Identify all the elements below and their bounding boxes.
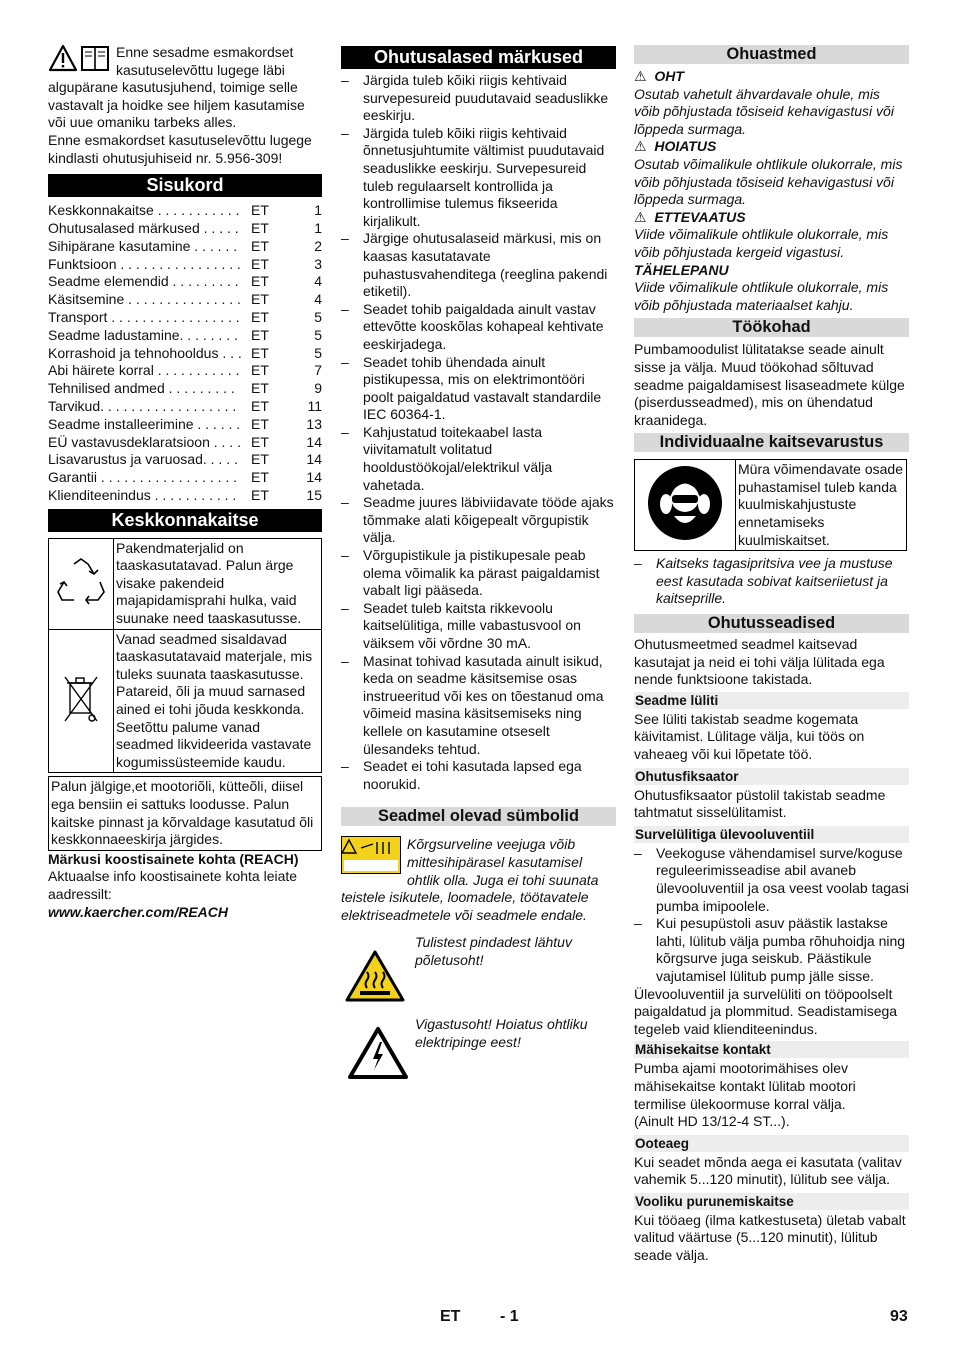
oht-text: Osutab vahetult ähvardavale ohule, mis võib põhjustada tõsiseid kehavigastusi või lõppeda surmaga.: [634, 85, 894, 137]
toc-entry-title: Korrashoid ja tehnohooldus . . .: [48, 344, 242, 361]
reach-heading: Märkusi koostisainete kohta (REACH): [48, 850, 299, 867]
toc-entry-lang: ET: [251, 273, 269, 290]
symbol-hot-surface: [341, 934, 616, 1010]
valve-item: – Kui pesupüstoli asuv päästik lastakse lahti, lülitub välja pumba rõhuhoidja ning kõrgsurve juga seiskub. Päästikule vajutamisel lülitub pump jälle sisse.: [634, 915, 909, 985]
warning-triangle-icon: ⚠: [634, 208, 647, 225]
reach-text: Aktuaalse info koostisainete kohta leiate aadressilt:: [48, 868, 298, 902]
burst-heading: Vooliku purunemiskaitse: [634, 1193, 909, 1210]
toc-entry-page: 5: [314, 326, 322, 343]
toc-row[interactable]: [48, 345, 322, 363]
toc-entry-page: 4: [314, 291, 322, 308]
toc-entry-title: Ohutusalased märkused . . . . .: [48, 219, 239, 236]
toc-row[interactable]: [48, 256, 322, 274]
crossed-bin-icon: [49, 629, 114, 773]
packaging-text: Pakendmaterjalid on taaskasutatavad. Palun ärge visake pakendeid majapidamisprahi hulka, vaid suunake need taaskasutusse.: [114, 538, 322, 629]
toc-row[interactable]: [48, 202, 322, 220]
toc-entry-title: Käsitsemine . . . . . . . . . . . . . . .: [48, 291, 241, 308]
intro-text-2: Enne esmakordset kasutuselevõttu lugege kindlasti ohutusjuhiseid nr. 5.956-309!: [48, 131, 312, 166]
ear-eye-protection-icon: [635, 460, 736, 551]
toc-row[interactable]: [48, 291, 322, 309]
toc-row[interactable]: [48, 380, 322, 398]
safety-list: [341, 72, 616, 793]
toc-entry-lang: ET: [251, 433, 269, 450]
tahelepanu-label: TÄHELEPANU: [634, 261, 729, 278]
toc-entry-title: Garantii . . . . . . . . . . . . . . . . . .: [48, 469, 238, 486]
toc-row[interactable]: [48, 309, 322, 327]
safety-item: – Seadet tohib ühendada ainult pistikupessa, mis on elektrimontööri poolt paigaldatud vastavalt standardile IEC 60364-1.: [341, 354, 616, 424]
toc-entry-title: Seadme ladustamine. . . . . . . .: [48, 326, 238, 343]
ppe-heading: Individuaalne kaitsevarustus: [634, 433, 909, 452]
symbol-high-pressure: [341, 836, 616, 924]
warning-triangle-icon: ⚠: [634, 68, 647, 84]
symbols-heading: Seadmel olevad sümbolid: [341, 807, 616, 826]
environment-table: [48, 538, 322, 774]
workplaces-heading: Töökohad: [634, 318, 909, 337]
toc-entry-title: Seadme elemendid . . . . . . . . .: [48, 273, 239, 290]
toc-entry-lang: ET: [251, 291, 269, 308]
workplaces-text: Pumbamoodulist lülitatakse seade ainult sisse ja välja. Muud töökohad sõltuvad seadme paigaldamisest lisaseadmete külge (piserdusseadmed), mis on ühendatud kraanidega.: [634, 341, 905, 428]
toc-entry-title: Klienditeenindus . . . . . . . . . . .: [48, 486, 237, 503]
toc-row[interactable]: [48, 238, 322, 256]
warning-manual-icons: [48, 44, 116, 78]
toc-entry-lang: ET: [251, 326, 269, 343]
electric-shock-icon: [347, 1026, 409, 1085]
toc-entry-page: 15: [306, 486, 322, 503]
ettevaatus-text: Viide võimalikule ohtlikule olukorrale, mis võib põhjustada kergeid vigastusi.: [634, 226, 889, 260]
toc-entry-title: Funktsioon . . . . . . . . . . . . . . . .: [48, 255, 241, 272]
toc-entry-title: Lisavarustus ja varuosad. . . . .: [48, 451, 238, 468]
toc-entry-title: EÜ vastavusdeklaratsioon . . . .: [48, 433, 241, 450]
hoiatus-label: HOIATUS: [654, 138, 717, 155]
safety-item: – Kahjustatud toitekaabel lasta viivitamatult volitatud hooldustöökojal/elektrikul välja vahetada.: [341, 424, 616, 494]
toc-entry-page: 14: [306, 433, 322, 450]
footer-lang: ET: [440, 1308, 461, 1325]
toc-entry-lang: ET: [251, 469, 269, 486]
standby-heading: Ooteaeg: [634, 1135, 909, 1152]
hot-surface-icon: [345, 950, 405, 1007]
toc-entry-title: Seadme installeerimine . . . . . .: [48, 415, 241, 432]
toc-entry-page: 14: [306, 469, 322, 486]
toc-entry-page: 7: [314, 362, 322, 379]
safety-item: – Seadme juures läbiviidavate tööde ajaks tõmmake alati kõigepealt võrgupistik välja.: [341, 494, 616, 547]
valve-list: [634, 845, 909, 986]
warning-triangle-icon: ⚠: [634, 138, 647, 155]
ettevaatus-label: ETTEVAATUS: [654, 208, 746, 225]
toc-entry-title: Tarvikud. . . . . . . . . . . . . . . . . .: [48, 397, 237, 414]
toc-entry-page: 14: [306, 451, 322, 468]
toc-entry-title: Transport . . . . . . . . . . . . . . . . .: [48, 308, 240, 325]
toc-entry-lang: ET: [251, 380, 269, 397]
toc-entry-lang: ET: [251, 415, 269, 432]
toc-heading: Sisukord: [48, 174, 322, 197]
toc-row[interactable]: [48, 451, 322, 469]
toc-row[interactable]: [48, 416, 322, 434]
column-1: [48, 44, 322, 921]
manual-book-icon: [82, 47, 108, 70]
toc-entry-title: Tehnilised andmed . . . . . . . . .: [48, 380, 235, 397]
toc-entry-page: 2: [314, 237, 322, 254]
oil-notice: Palun jälgige,et mootoriõli, kütteõli, diisel ega bensiin ei sattuks loodusse. Palun kaitske pinnast ja kõrvaldage kasutatud õli keskkonnaeeskirja järgides.: [48, 776, 322, 850]
toc-row[interactable]: [48, 487, 322, 505]
switch-heading: Seadme lüliti: [634, 692, 909, 709]
toc-entry-page: 4: [314, 273, 322, 290]
toc-entry-lang: ET: [251, 344, 269, 361]
toc-row[interactable]: [48, 398, 322, 416]
hot-surface-text: Tulistest pindadest lähtuv põletusoht!: [415, 934, 572, 968]
intro-text: Enne sesadme esmakordset kasutuselevõttu lugege läbi algupärane kasutusjuhend, toimige selle vastavalt ja hoidke see hiljem kasutamise või uue omaniku tarbeks alles.: [48, 44, 305, 131]
safety-item: – Võrgupistikule ja pistikupesale peab olema võimalik ka pärast paigaldamist vabalt ligi pääseda.: [341, 547, 616, 600]
toc-row[interactable]: [48, 220, 322, 238]
toc-entry-page: 5: [314, 344, 322, 361]
thermal-heading: Mähisekaitse kontakt: [634, 1041, 909, 1058]
toc-entry-lang: ET: [251, 308, 269, 325]
toc-entry-page: 11: [307, 397, 322, 414]
toc-entry-page: 5: [314, 308, 322, 325]
toc-entry-title: Abi häirete korral . . . . . . . . . . .: [48, 362, 240, 379]
valve-heading: Survelülitiga ülevooluventiil: [634, 826, 909, 843]
toc-entry-lang: ET: [251, 202, 269, 219]
electric-text: Vigastusoht! Hoiatus ohtliku elektripinge eest!: [415, 1016, 588, 1050]
toc-entry-lang: ET: [251, 219, 269, 236]
toc-row[interactable]: [48, 469, 322, 487]
toc-entry-lang: ET: [251, 397, 269, 414]
hazard-heading: Ohuastmed: [634, 45, 909, 64]
toc-entry-page: 3: [314, 255, 322, 272]
toc-row[interactable]: [48, 434, 322, 452]
environment-heading: Keskkonnakaitse: [48, 509, 322, 532]
toc-entry-title: Sihipärane kasutamine . . . . . .: [48, 237, 238, 254]
lock-text: Ohutusfiksaator püstolil takistab seadme tahtmatut sisselülitamist.: [634, 786, 886, 821]
frost-label-icon: [341, 836, 403, 876]
safety-item: – Järgige ohutusalaseid märkusi, mis on kaasas kasutatavate puhastusvahenditega (reeglina pakendi etiketil).: [341, 230, 616, 300]
safety-item: – Seadet tohib paigaldada ainult vastav ettevõtte kooskõlas kohapeal kehtivate eeskirjadega.: [341, 301, 616, 354]
toc-row[interactable]: [48, 273, 322, 291]
switch-text: See lüliti takistab seadme kogemata käivitamist. Lülitage välja, kui töös on vaheaeg või kui lõpetate töö.: [634, 710, 865, 762]
toc-row[interactable]: [48, 362, 322, 380]
valve-item: – Veekoguse vähendamisel surve/koguse reguleerimisseadise abil avaneb ülevooluventiil ja osa veest voolab tagasi pumba imipoolele.: [634, 845, 909, 915]
warning-triangle-icon: [50, 46, 76, 70]
tahelepanu-text: Viide võimalikule ohtlikule olukorrale, mis võib põhjustada materiaalset kahju.: [634, 279, 889, 313]
ppe-box-text: Müra võimendavate osade puhastamisel tuleb kanda kuulmiskahjustuste ennetamiseks kuulmiskaitset.: [736, 460, 907, 551]
ppe-table: [634, 459, 907, 551]
toc-entry-lang: ET: [251, 255, 269, 272]
safety-devices-text: Ohutusmeetmed seadmel kaitsevad kasutajat ja neid ei tohi välja lülitada ega nende funktsioone takistada.: [634, 636, 885, 688]
footer-page-marker: - 1: [500, 1308, 519, 1325]
hoiatus-text: Osutab võimalikule ohtlikule olukorrale, mis võib põhjustada tõsiseid kehavigastusi või lõppeda surmaga.: [634, 155, 903, 208]
safety-item: – Järgida tuleb kõiki riigis kehtivaid õnnetusjuhtumite vältimist puudutavaid seaduslikke eeskirju. Survepesureid tuleb regulaarselt kontrollida ja kontrollimise tulemus fikseerida kirjalikult.: [341, 125, 616, 231]
toc-entry-title: Keskkonnakaitse . . . . . . . . . . .: [48, 202, 240, 219]
column-2: [341, 44, 616, 1086]
toc-entry-page: 1: [314, 219, 322, 236]
toc-entry-page: 13: [306, 415, 322, 432]
lock-heading: Ohutusfiksaator: [634, 768, 909, 785]
safety-item: – Järgida tuleb kõiki riigis kehtivaid survepesureid puudutavaid seaduslikke eeskirju.: [341, 72, 616, 125]
toc-entry-lang: ET: [251, 451, 269, 468]
recycling-icon: [49, 538, 114, 629]
toc-entry-lang: ET: [251, 486, 269, 503]
safety-heading: Ohutusalased märkused: [341, 46, 616, 69]
toc-entry-page: 1: [314, 202, 322, 219]
high-pressure-text: Kõrgsurveline veejuga võib mittesihipärasel kasutamisel ohtlik olla. Juga ei tohi suunata teistele isikutele, loomadele, töötavatele elektriseadmetele või seadmele endale.: [341, 836, 599, 923]
ppe-item: – Kaitseks tagasipritsiva vee ja mustuse eest kasutada sobivat kaitseriietust ja kaitseprille.: [634, 555, 909, 608]
safety-item: – Masinat tohivad kasutada ainult isikud, keda on seadme käsitsemise osas instrueeritud või kes on tõestanud oma võimeid masina käsitsemiseks ning kellele on kasutamine otseselt ülesandeks tehtud.: [341, 653, 616, 759]
safety-item: – Seadet tuleb kaitsta rikkevoolu kaitselülitiga, mille vabastusvool on väiksem või võrdne 30 mA.: [341, 600, 616, 653]
thermal-text: Pumba ajami mootorimähises olev mähisekaitse kontakt lülitab mootori termilise ülekoormuse korral välja.: [634, 1060, 856, 1112]
reach-url: www.kaercher.com/REACH: [48, 903, 228, 920]
oht-label: OHT: [654, 68, 684, 84]
valve-text: Ülevooluventiil ja survelüliti on tööpoolselt paigaldatud ja plommitud. Seadistamisega tegeleb vaid klienditeenindus.: [634, 985, 898, 1037]
toc-entry-lang: ET: [251, 362, 269, 379]
thermal-note: (Ainult HD 13/12-4 ST...).: [634, 1113, 790, 1130]
safety-item: – Seadet ei tohi kasutada lapsed ega noorukid.: [341, 758, 616, 793]
standby-text: Kui seadet mõnda aega ei kasutata (valitav vahemik 5...120 minutit), lülitub see välja.: [634, 1153, 902, 1188]
table-of-contents: [48, 202, 322, 505]
burst-text: Kui tööaeg (ilma katkestuseta) ületab vabalt valitud väärtuse (5...120 minutit), lülitub seade välja.: [634, 1211, 906, 1264]
safety-devices-heading: Ohutusseadised: [634, 614, 909, 633]
toc-entry-lang: ET: [251, 237, 269, 254]
toc-entry-page: 9: [314, 380, 322, 397]
column-3: [634, 44, 909, 1265]
symbol-electric: [341, 1016, 616, 1086]
footer-page-number: 93: [890, 1308, 908, 1325]
old-units-text: Vanad seadmed sisaldavad taaskasutatavaid materjale, mis tuleks suunata taaskasutusse. Patareid, õli ja muud sarnased ained ei tohi jõuda keskkonda. Seetõttu palume vanad seadmed likvideerida vastavate kogumissüsteemide kaudu.: [114, 629, 322, 773]
ppe-list: [634, 555, 909, 608]
intro-block: [48, 44, 322, 167]
toc-row[interactable]: [48, 327, 322, 345]
